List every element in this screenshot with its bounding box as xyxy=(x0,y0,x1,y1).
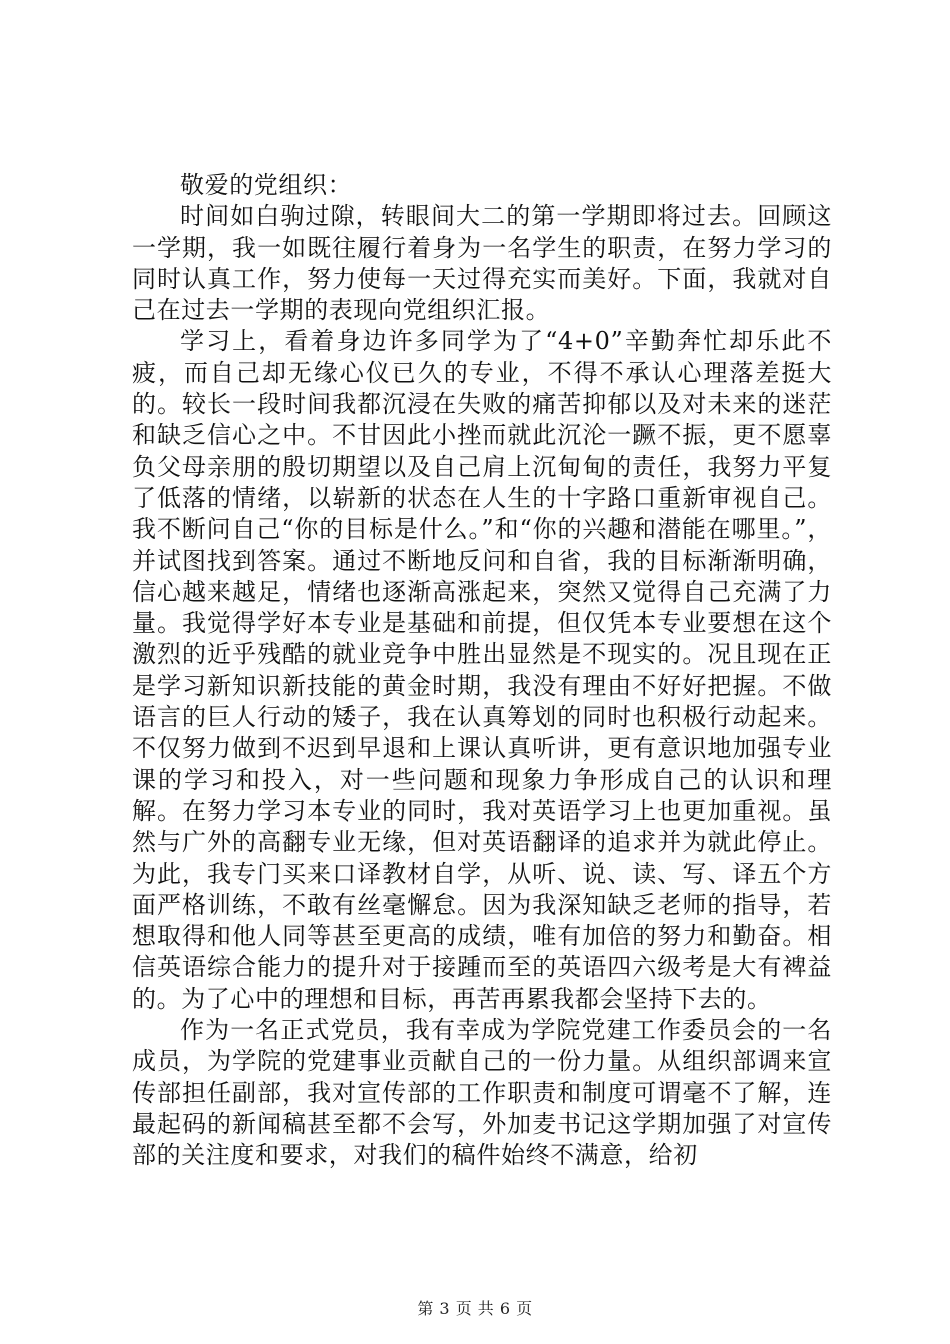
paragraph-study: 学习上，看着身边许多同学为了“4+0”辛勤奔忙却乐此不疲，而自己却无缘心仪已久的专业，不得不承认心理落差挺大的。较长一段时间我都沉浸在失败的痛苦抑郁以及对未来的迷茫和缺乏信心之中。不甘因此小挫而就此沉沦一蹶不振，更不愿辜负父母亲朋的殷切期望以及自己肩上沉甸甸的责任，我努力平复了低落的情绪，以崭新的状态在人生的十字路口重新审视自己。我不断问自己“你的目标是什么。”和“你的兴趣和潜能在哪里。”，并试图找到答案。通过不断地反问和自省，我的目标渐渐明确，信心越来越足，情绪也逐渐高涨起来，突然又觉得自己充满了力量。我觉得学好本专业是基础和前提，但仅凭本专业要想在这个激烈的近乎残酷的就业竞争中胜出显然是不现实的。况且现在正是学习新知识新技能的黄金时期，我没有理由不好好把握。不做语言的巨人行动的矮子，我在认真筹划的同时也积极行动起来。不仅努力做到不迟到早退和上课认真听讲，更有意识地加强专业课的学习和投入，对一些问题和现象力争形成自己的认识和理解。在努力学习本专业的同时，我对英语学习上也更加重视。虽然与广外的高翻专业无缘，但对英语翻译的追求并为就此停止。为此，我专门买来口译教材自学，从听、说、读、写、译五个方面严格训练，不敢有丝毫懈怠。因为我深知缺乏老师的指导，若想取得和他人同等甚至更高的成绩，唯有加倍的努力和勤奋。相信英语综合能力的提升对于接踵而至的英语四六级考是大有裨益的。为了心中的理想和目标，再苦再累我都会坚持下去的。 xyxy=(132,327,832,1013)
page-number-footer: 第 3 页 共 6 页 xyxy=(417,1299,533,1318)
salutation: 敬爱的党组织： xyxy=(180,171,353,199)
paragraph-intro: 时间如白驹过隙，转眼间大二的第一学期即将过去。回顾这一学期，我一如既往履行着身为一名学生的职责，在努力学习的同时认真工作，努力使每一天过得充实而美好。下面，我就对自己在过去一学期的表现向党组织汇报。 xyxy=(132,202,832,325)
letter-body xyxy=(132,170,832,1172)
paragraph-party-work: 作为一名正式党员，我有幸成为学院党建工作委员会的一名成员，为学院的党建事业贡献自己的一份力量。从组织部调来宣传部担任副部，我对宣传部的工作职责和制度可谓毫不了解，连最起码的新闻稿甚至都不会写，外加麦书记这学期加强了对宣传部的关注度和要求，对我们的稿件始终不满意，给初 xyxy=(132,1016,832,1170)
